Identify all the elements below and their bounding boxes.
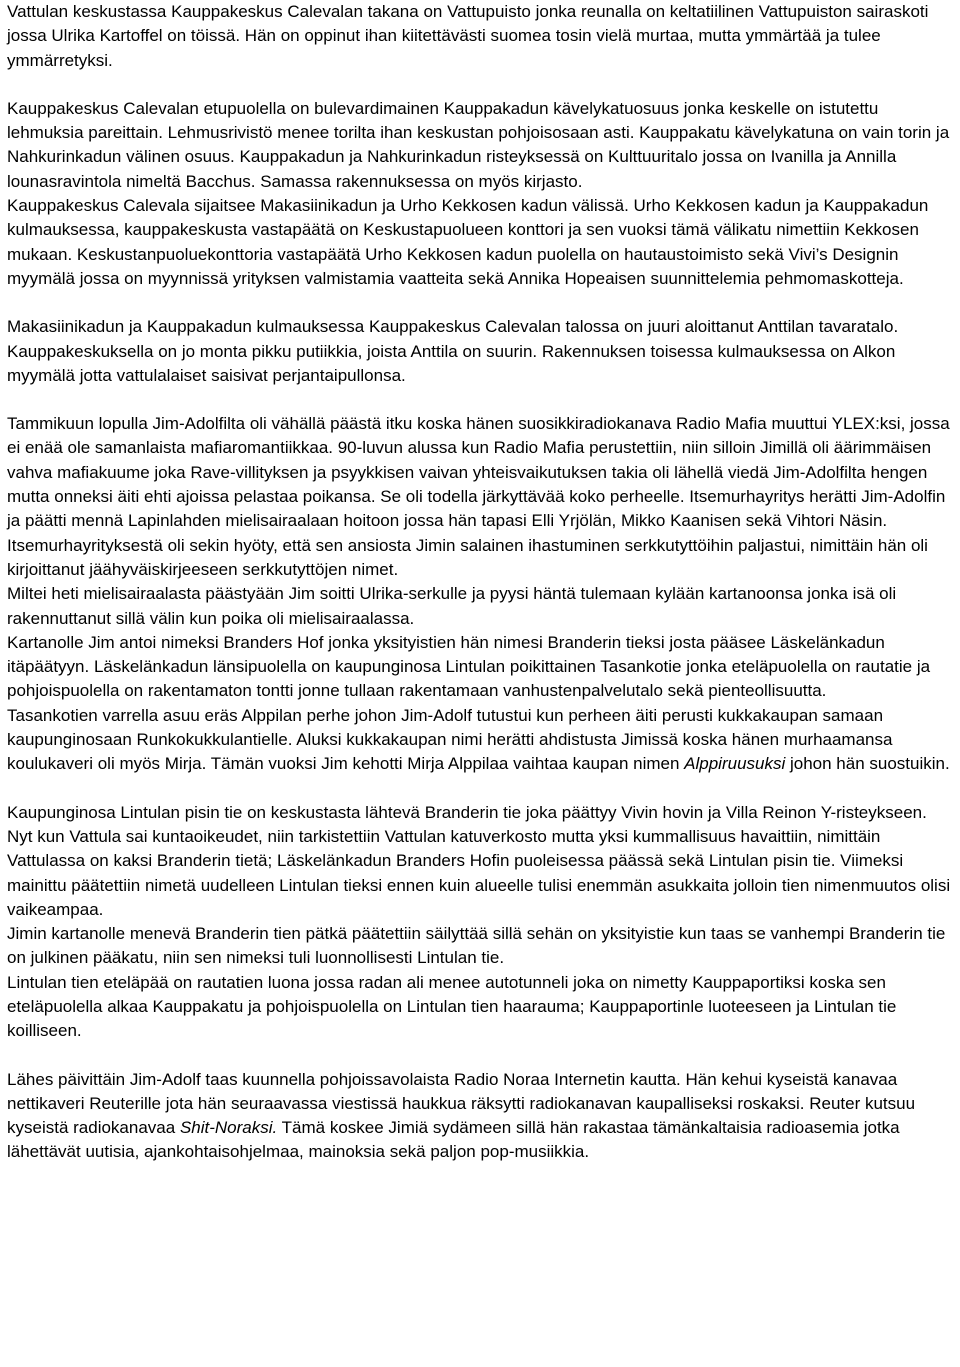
paragraph-ulrika-workplace: Vattulan keskustassa Kauppakeskus Calevalan takana on Vattupuisto jonka reunalla on keltatiilinen Vattupuiston sairaskoti jossa Ulrika Kartoffel on töissä. Hän on oppinut ihan kiitettävästi suomea tosin vielä murtaa, mutta ymmärtää ja tulee ymmärretyksi. (7, 2, 929, 70)
paragraph-kauppaportti: Lintulan tien eteläpää on rautatien luona jossa radan ali menee autotunneli joka on nimetty Kauppaportiksi koska sen eteläpuolella alkaa Kauppakatu ja pohjoispuolella on Lintulan tien haarauma; Kauppaportinle luoteeseen ja Lintulan tie koilliseen. (7, 972, 897, 1041)
paragraph-street-renaming: Nyt kun Vattula sai kuntaoikeudet, niin tarkistettiin Vattulan katuverkosto mutta yksi kummallisuus havaittiin, nimittäin Vattulassa on kaksi Branderin tietä; Läskelänkadun Branders Hofin puoleisessa päässä sekä Lintulan pisin tie. Viimeksi mainittu päätettiin nimetä uudelleen Lintulan tieksi ennen kuin alueelle tulisi enemmän asukkaita jolloin tien nimenmuutos olisi vaikeampaa. (7, 826, 951, 919)
paragraph-alppila-flower-shop (7, 704, 957, 777)
paragraph-branders-hof: Kartanolle Jim antoi nimeksi Branders Hof jonka yksityistien hän nimesi Branderin tieksi josta pääsee Läskelänkadun itäpäätyyn. Läskelänkadun länsipuolella on kaupunginosa Lintulan poikittainen Tasankotie jonka eteläpuolella on rautatie ja pohjoispuolella on rakentamaton tontti jonne tullaan rakentamaan vanhustenpalvelutalo sekä pienteollisuutta. (7, 632, 931, 701)
radio-nora-text-end: Tämä koskee Jimiä sydämeen sillä hän rakastaa tämänkaltaisia radioasemia jotka lähettävät uutisia, ajankohtaisohjelmaa, mainoksia sekä paljon pop-musiikkia. (7, 1118, 900, 1162)
paragraph-calevala-location: Kauppakeskus Calevala sijaitsee Makasiinikadun ja Urho Kekkosen kadun välissä. Urho Kekkosen kadun ja Kauppakadun kulmauksessa, kauppakeskusta vastapäätä on Keskustapuolueen konttori ja sen vuoksi tämä välikatu nimettiin Kekkosen mukaan. Keskustanpuoluekonttoria vastapäätä Urho Kekkosen kadun puolella on hautaustoimisto sekä Vivi’s Designin myymälä jossa on myynnissä yrityksen valmistamia vaatteita sekä Annika Hopeaisen suunnittelemia pehmomaskotteja. (7, 196, 929, 288)
paragraph-gap (7, 388, 957, 412)
radio-name-italic: Shit-Noraksi. (179, 1118, 278, 1138)
radio-nora-text: Lähes päivittäin Jim-Adolf taas kuunnella pohjoissavolaista Radio Noraa Internetin kautta. Hän kehui kyseistä kanavaa nettikaveri Reuterille jota hän seuraavassa viestissä haukkua räksytti radiokanavan kaupalliseksi roskaksi. Reuter kutsuu kyseistä radiokanavaa (7, 1069, 916, 1138)
shop-name-italic: Alppiruusuksi (684, 754, 786, 774)
paragraph-radio-mafia: Tammikuun lopulla Jim-Adolfilta oli vähällä päästä itku koska hänen suosikkiradiokanava Radio Mafia muuttui YLEX:ksi, jossa ei enää ole samanlaista mafiaromantiikkaa. 90-luvun alussa kun Radio Mafia perustettiin, niin silloin Jimillä oli äärimmäisen vahva mafiakuume joka Rave-villityksen ja psyykkisen vaivan yhteisvaikutuksen takia oli lähellä viedä Jim-Adolfilta hengen mutta onneksi äiti ehti ajoissa pelastaa poikansa. Se oli todella järkyttävää koko perheelle. Itsemurhayritys herätti Jim-Adolfin ja päätti mennä Lapinlahden mielisairaalaan hoitoon jossa hän tapasi Elli Yrjölän, Mikko Kaanisen sekä Vihtori Näsin. (7, 414, 950, 531)
alppila-text-end: johon hän suostuikin. (785, 754, 950, 774)
paragraph-lintula-road: Kaupunginosa Lintulan pisin tie on keskustasta lähtevä Branderin tie joka päättyy Vivin hovin ja Villa Reinon Y-risteykseen. (7, 802, 927, 822)
paragraph-kauppakatu: Kauppakeskus Calevalan etupuolella on bulevardimainen Kauppakadun kävelykatuosuus jonka keskelle on istutettu lehmuksia pareittain. Lehmusrivistö menee torilta ihan keskustan pohjoisosaan asti. Kauppakatu kävelykatuna on vain torin ja Nahkurinkadun välinen osuus. Kauppakadun ja Nahkurinkadun risteyksessä on Kulttuuritalo jossa on Ivanilla ja Annilla lounasravintola nimeltä Bacchus. Samassa rakennuksessa on myös kirjasto. (7, 98, 950, 191)
paragraph-gap (7, 777, 957, 801)
paragraph-suicide-attempt: Itsemurhayrityksestä oli sekin hyöty, että sen ansiosta Jimin salainen ihastuminen serkkutyttöihin paljastui, nimittäin hän oli kirjoittanut jäähyväiskirjeeseen serkkutyttöjen nimet. (7, 535, 928, 579)
paragraph-gap (7, 1044, 957, 1068)
paragraph-ulrika-visit: Miltei heti mielisairaalasta päästyään Jim soitti Ulrika-serkulle ja pyysi häntä tulemaan kylään kartanoonsa jonka isä oli rakennuttanut sillä välin kun poika oli mielisairaalassa. (7, 584, 897, 628)
paragraph-gap (7, 291, 957, 315)
document-page (7, 0, 957, 1165)
alppila-text: Tasankotien varrella asuu eräs Alppilan perhe johon Jim-Adolf tutustui kun perheen äiti perusti kukkakaupan samaan kaupunginosaan Runkokukkulantielle. Aluksi kukkakaupan nimi herätti ahdistusta Jimissä koska hänen murhaamansa koulukaveri oli myös Mirja. Tämän vuoksi Jim kehotti Mirja Alppilaa vaihtaa kaupan nimen (7, 705, 893, 774)
paragraph-private-road: Jimin kartanolle menevä Branderin tien pätkä päätettiin säilyttää sillä sehän on yksityistie kun taas se vanhempi Branderin tie on julkinen pääkatu, niin sen nimeksi tuli luonnollisesti Lintulan tie. (7, 924, 946, 968)
paragraph-gap (7, 73, 957, 97)
paragraph-radio-nora (7, 1068, 957, 1165)
paragraph-anttila: Makasiinikadun ja Kauppakadun kulmauksessa Kauppakeskus Calevalan talossa on juuri aloittanut Anttilan tavaratalo. Kauppakeskuksella on jo monta pikku putiikkia, joista Anttila on suurin. Rakennuksen toisessa kulmauksessa on Alkon myymälä jotta vattulalaiset saisivat perjantaipullonsa. (7, 317, 899, 385)
